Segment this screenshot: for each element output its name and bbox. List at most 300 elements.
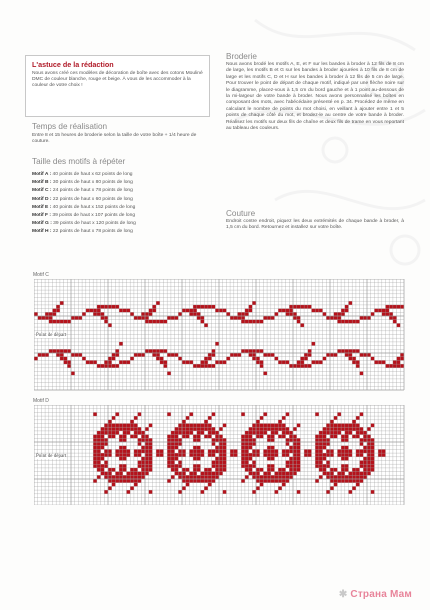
stitch <box>349 301 353 305</box>
stitch <box>115 427 119 431</box>
stitch <box>149 453 153 457</box>
stitch <box>308 353 312 357</box>
stitch <box>267 468 271 472</box>
stitch <box>297 453 301 457</box>
stitch <box>263 412 267 416</box>
stitch <box>238 353 242 357</box>
stitch <box>97 438 101 442</box>
stitch <box>249 446 253 450</box>
stitch <box>400 305 404 309</box>
stitch <box>371 449 375 453</box>
stitch <box>108 420 112 424</box>
stitch <box>319 461 323 465</box>
stitch <box>363 353 367 357</box>
stitch <box>341 446 345 450</box>
stitch <box>286 360 290 364</box>
stitch <box>186 427 190 431</box>
stitch <box>267 353 271 357</box>
stitch <box>93 461 97 465</box>
stitch <box>374 360 378 364</box>
stitch <box>34 357 38 361</box>
stitch <box>326 461 330 465</box>
stitch <box>360 438 364 442</box>
stitch <box>178 424 182 428</box>
stitch <box>93 360 97 364</box>
stitch <box>201 449 205 453</box>
stitch <box>215 438 219 442</box>
stitch <box>315 464 319 468</box>
stitch <box>108 305 112 309</box>
stitch <box>108 449 112 453</box>
stitch <box>123 449 127 453</box>
stitch <box>293 464 297 468</box>
stitch <box>397 323 401 327</box>
stitch <box>112 424 116 428</box>
stitch <box>149 468 153 472</box>
stitch <box>149 464 153 468</box>
stitch <box>241 446 245 450</box>
stitch <box>297 464 301 468</box>
stitch <box>286 479 290 483</box>
stitch <box>152 309 156 313</box>
stitch <box>271 453 275 457</box>
stitch <box>93 309 97 313</box>
stitch <box>104 464 108 468</box>
stitch <box>223 457 227 461</box>
stitch <box>160 360 164 364</box>
stitch <box>360 372 364 376</box>
stitch <box>319 438 323 442</box>
stitch <box>219 461 223 465</box>
stitch <box>208 468 212 472</box>
stitch <box>193 475 197 479</box>
stitch <box>167 438 171 442</box>
stitch <box>104 453 108 457</box>
stitch <box>304 305 308 309</box>
stitch <box>101 427 105 431</box>
stitch <box>326 490 330 494</box>
stitch <box>201 427 205 431</box>
stitch <box>363 431 367 435</box>
stitch <box>252 353 256 357</box>
stitch <box>267 316 271 320</box>
stitch <box>219 442 223 446</box>
broderie-text: Nous avons brodé les motifs A, E, et F sur les bandes à broder à 12 fils de 8 cm de large, les motifs B et G sur les bandes à broder ajourées à 10 fils de 8 cm de large et les motifs C, D et H sur les bandes à broder à 12 fils de 5 cm de large. Pour trouver le point de départ de chaque motif, indiqué par une flèche noire sur le diagramme, placez-vous à 1,5 cm du bord gauche et à 1 point au-dessous de la mi-largeur de votre bande à broder. Nous avons personnalisé les boîtes en composant des mots, avec l'abécédaire présenté en p. 34. Procédez de même en calculant le nombre de points du mot choisi, en veillant à ajouter entre 1 et 5 points de chaque côté du mot, et brodez-le au centre de votre bande à broder. Réalisez les motifs sur deux fils de chaîne et deux fils de trame en vous reportant au tableau des couleurs. <box>226 62 404 132</box>
stitch <box>112 435 116 439</box>
stitch <box>101 312 105 316</box>
stitch <box>119 449 123 453</box>
stitch <box>330 424 334 428</box>
stitch <box>119 438 123 442</box>
stitch <box>282 475 286 479</box>
stitch <box>149 309 153 313</box>
stitch <box>275 449 279 453</box>
stitch <box>197 453 201 457</box>
stitch <box>138 427 142 431</box>
stitch <box>130 424 134 428</box>
stitch <box>337 412 341 416</box>
stitch <box>352 468 356 472</box>
stitch <box>345 446 349 450</box>
stitch <box>386 309 390 313</box>
stitch <box>319 309 323 313</box>
size-motif-value: 22 points de haut x 60 points de long <box>51 196 133 202</box>
stitch <box>241 442 245 446</box>
stitch <box>315 457 319 461</box>
stitch <box>141 472 145 476</box>
stitch <box>212 431 216 435</box>
stitch <box>282 435 286 439</box>
stitch <box>226 357 230 361</box>
stitch <box>267 435 271 439</box>
stitch <box>130 468 134 472</box>
stitch <box>219 427 223 431</box>
stitch <box>193 438 197 442</box>
stitch <box>212 453 216 457</box>
stitch <box>256 472 260 476</box>
stitch <box>182 360 186 364</box>
stitch <box>219 435 223 439</box>
size-motif-label: Motif C : <box>32 188 52 194</box>
stitch <box>171 446 175 450</box>
stitch <box>341 427 345 431</box>
stitch <box>275 490 279 494</box>
stitch <box>293 449 297 453</box>
stitch <box>245 320 249 324</box>
stitch <box>93 438 97 442</box>
stitch <box>382 360 386 364</box>
stitch <box>315 479 319 483</box>
stitch <box>256 475 260 479</box>
stitch <box>245 457 249 461</box>
stitch <box>152 349 156 353</box>
stitch <box>275 424 279 428</box>
stitch <box>141 464 145 468</box>
couture-text: Endroit contre endroit, piquez les deux extrémités de chaque bande à broder, à 1,5 cm du bord. Retournez et installez sur votre boîte. <box>226 219 404 231</box>
stitch <box>319 449 323 453</box>
stitch <box>397 357 401 361</box>
stitch <box>215 475 219 479</box>
stitch <box>278 420 282 424</box>
stitch <box>367 438 371 442</box>
stitch <box>175 353 179 357</box>
stitch <box>67 360 71 364</box>
stitch <box>323 427 327 431</box>
stitch <box>363 316 367 320</box>
stitch <box>193 427 197 431</box>
stitch <box>267 475 271 479</box>
stitch <box>167 435 171 439</box>
stitch <box>323 442 327 446</box>
stitch <box>208 435 212 439</box>
watermark <box>339 589 412 600</box>
size-row <box>32 179 136 187</box>
stitch <box>323 464 327 468</box>
stitch <box>352 420 356 424</box>
stitch <box>286 472 290 476</box>
stitch <box>149 457 153 461</box>
stitch <box>293 453 297 457</box>
stitch <box>334 479 338 483</box>
stitch <box>112 353 116 357</box>
stitch <box>326 475 330 479</box>
stitch <box>275 357 279 361</box>
size-motif-value: 40 points de haut x 62 points de long <box>51 172 133 177</box>
stitch <box>271 431 275 435</box>
stitch <box>108 472 112 476</box>
stitch <box>178 427 182 431</box>
stitch <box>271 457 275 461</box>
stitch <box>219 468 223 472</box>
stitch <box>93 449 97 453</box>
stitch <box>345 320 349 324</box>
stitch <box>345 309 349 313</box>
stitch <box>64 360 68 364</box>
stitch <box>104 364 108 368</box>
stitch <box>141 468 145 472</box>
stitch <box>382 453 386 457</box>
stitch <box>293 472 297 476</box>
stitch <box>260 360 264 364</box>
stitch <box>230 449 234 453</box>
stitch <box>93 479 97 483</box>
stitch <box>219 457 223 461</box>
stitch <box>175 468 179 472</box>
stitch <box>271 479 275 483</box>
stitch <box>289 449 293 453</box>
stitch <box>363 468 367 472</box>
stitch <box>252 431 256 435</box>
stitch <box>260 431 264 435</box>
stitch <box>141 431 145 435</box>
stitch <box>241 320 245 324</box>
stitch <box>289 364 293 368</box>
star-icon: ✱ <box>338 589 348 600</box>
stitch <box>289 472 293 476</box>
stitch <box>75 316 79 320</box>
stitch <box>119 464 123 468</box>
stitch <box>300 323 304 327</box>
stitch <box>341 320 345 324</box>
stitch <box>134 449 138 453</box>
stitch <box>97 364 101 368</box>
stitch <box>149 446 153 450</box>
stitch <box>167 412 171 416</box>
stitch <box>104 305 108 309</box>
stitch <box>223 453 227 457</box>
stitch <box>337 320 341 324</box>
stitch <box>234 316 238 320</box>
stitch <box>175 442 179 446</box>
stitch <box>156 320 160 324</box>
stitch <box>256 486 260 490</box>
stitch <box>238 312 242 316</box>
stitch <box>345 475 349 479</box>
stitch <box>134 479 138 483</box>
stitch <box>345 453 349 457</box>
stitch <box>275 472 279 476</box>
stitch <box>197 364 201 368</box>
stitch <box>145 438 149 442</box>
stitch <box>341 438 345 442</box>
stitch <box>134 431 138 435</box>
stitch <box>341 424 345 428</box>
stitch <box>245 453 249 457</box>
stitch <box>382 449 386 453</box>
stitch <box>389 305 393 309</box>
stitch <box>93 435 97 439</box>
stitch <box>171 475 175 479</box>
stitch <box>204 364 208 368</box>
stitch <box>134 316 138 320</box>
stitch <box>334 416 338 420</box>
stitch <box>345 427 349 431</box>
stitch <box>112 364 116 368</box>
stitch <box>263 479 267 483</box>
stitch <box>345 424 349 428</box>
stitch <box>249 320 253 324</box>
stitch <box>215 457 219 461</box>
stitch <box>315 360 319 364</box>
stitch <box>267 453 271 457</box>
stitch <box>127 431 131 435</box>
stitch <box>93 446 97 450</box>
stitch <box>104 431 108 435</box>
stitch <box>204 468 208 472</box>
stitch <box>334 483 338 487</box>
stitch <box>241 435 245 439</box>
stitch <box>356 364 360 368</box>
stitch <box>230 316 234 320</box>
stitch <box>315 435 319 439</box>
stitch <box>101 316 105 320</box>
stitch <box>356 416 360 420</box>
stitch <box>186 435 190 439</box>
stitch <box>312 342 316 346</box>
stitch <box>119 309 123 313</box>
stitch <box>67 320 71 324</box>
stitch <box>178 453 182 457</box>
stitch <box>297 316 301 320</box>
stitch <box>219 449 223 453</box>
stitch <box>60 301 64 305</box>
stitch <box>267 446 271 450</box>
stitch <box>245 468 249 472</box>
stitch <box>186 475 190 479</box>
stitch <box>175 464 179 468</box>
stitch <box>119 475 123 479</box>
stitch <box>204 475 208 479</box>
stitch <box>182 453 186 457</box>
stitch <box>297 490 301 494</box>
stitch <box>215 360 219 364</box>
stitch <box>45 353 49 357</box>
stitch <box>330 468 334 472</box>
stitch <box>193 435 197 439</box>
stitch <box>241 349 245 353</box>
stitch <box>127 472 131 476</box>
stitch <box>108 364 112 368</box>
stitch <box>115 472 119 476</box>
stitch <box>337 427 341 431</box>
stitch <box>215 446 219 450</box>
stitch <box>286 461 290 465</box>
size-motif-value: 39 points de haut x 120 points de long <box>51 221 136 227</box>
stitch <box>164 320 168 324</box>
stitch <box>249 468 253 472</box>
stitch <box>123 309 127 313</box>
stitch <box>337 349 341 353</box>
stitch <box>319 457 323 461</box>
stitch <box>134 472 138 476</box>
stitch <box>267 457 271 461</box>
stitch <box>223 309 227 313</box>
stitch <box>171 453 175 457</box>
stitch <box>263 372 267 376</box>
stitch <box>371 438 375 442</box>
stitch <box>178 475 182 479</box>
stitch <box>367 442 371 446</box>
stitch <box>286 449 290 453</box>
stitch <box>101 464 105 468</box>
stitch <box>145 427 149 431</box>
stitch <box>119 424 123 428</box>
stitch <box>127 360 131 364</box>
stitch <box>215 461 219 465</box>
stitch <box>78 353 82 357</box>
stitch <box>349 431 353 435</box>
stitch <box>389 312 393 316</box>
stitch <box>138 472 142 476</box>
stitch <box>323 472 327 476</box>
stitch <box>97 435 101 439</box>
stitch <box>323 453 327 457</box>
stitch <box>330 449 334 453</box>
stitch <box>367 435 371 439</box>
stitch <box>263 472 267 476</box>
stitch <box>352 357 356 361</box>
stitch <box>134 416 138 420</box>
stitch <box>145 464 149 468</box>
stitch <box>282 309 286 313</box>
stitch <box>119 479 123 483</box>
stitch <box>208 475 212 479</box>
stitch <box>49 349 53 353</box>
size-motif-label: Motif D : <box>32 196 52 202</box>
stitch <box>267 479 271 483</box>
stitch <box>108 435 112 439</box>
stitch <box>282 360 286 364</box>
stitch <box>197 446 201 450</box>
stitch <box>345 305 349 309</box>
stitch <box>289 438 293 442</box>
stitch <box>337 479 341 483</box>
stitch <box>149 438 153 442</box>
stitch <box>304 449 308 453</box>
stitch <box>326 424 330 428</box>
stitch <box>123 438 127 442</box>
stitch <box>297 438 301 442</box>
stitch <box>367 468 371 472</box>
stitch <box>337 453 341 457</box>
stitch <box>119 468 123 472</box>
stitch <box>378 360 382 364</box>
stitch <box>123 475 127 479</box>
stitch <box>289 309 293 313</box>
stitch <box>330 486 334 490</box>
stitch <box>319 431 323 435</box>
stitch <box>189 472 193 476</box>
